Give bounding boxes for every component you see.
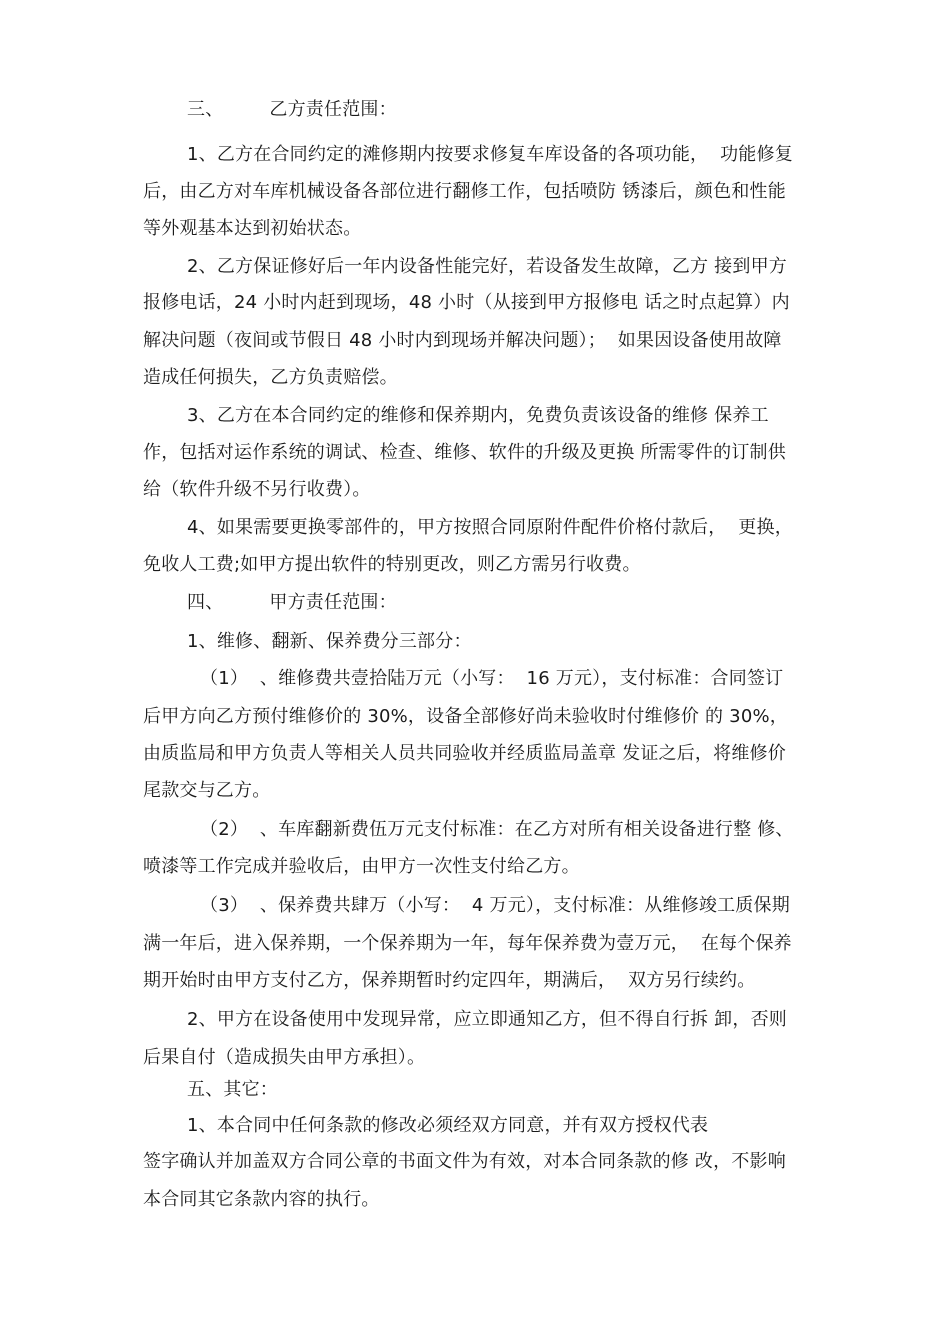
clause-5-1-line-2: 签字确认并加盖双方合同公章的书面文件为有效，对本合同条款的修 改，不影响 [143,1151,786,1172]
clause-4-1-a-line-2: 后甲方向乙方预付维修价的 30%，设备全部修好尚未验收时付维修价 的 30%， [143,706,788,727]
clause-3-1-line-2: 后，由乙方对车库机械设备各部位进行翻修工作，包括喷防 锈漆后，颜色和性能 [143,181,786,202]
clause-4-1-c-line-3: 期开始时由甲方支付乙方，保养期暂时约定四年，期满后， 双方另行续约。 [143,970,756,991]
clause-4-2-line-1: 2、甲方在设备使用中发现异常，应立即通知乙方，但不得自行拆 卸，否则 [187,1009,787,1030]
clause-4-1-b-line-1: （2） 、车库翻新费伍万元支付标准：在乙方对所有相关设备进行整 修、 [200,819,794,840]
clause-5-1-line-1: 1、本合同中任何条款的修改必须经双方同意，并有双方授权代表 [187,1115,709,1136]
clause-4-1: 1、维修、翻新、保养费分三部分： [187,631,472,652]
section-4-heading [187,591,397,615]
clause-3-3-line-3: 给（软件升级不另行收费）。 [143,479,371,500]
clause-3-3-line-1: 3、乙方在本合同约定的维修和保养期内，免费负责该设备的维修 保养工 [187,405,769,426]
clause-3-1-line-1: 1、乙方在合同约定的滩修期内按要求修复车库设备的各项功能， 功能修复 [187,144,793,165]
clause-4-1-b-line-2: 喷漆等工作完成并验收后，由甲方一次性支付给乙方。 [143,856,580,877]
section-4-title: 甲方责任范围： [269,592,397,613]
clause-4-1-a-line-3: 由质监局和甲方负责人等相关人员共同验收并经质监局盖章 发证之后，将维修价 [143,743,786,764]
section-5-heading: 五、其它： [187,1079,278,1100]
clause-3-2-line-4: 造成任何损失，乙方负责赔偿。 [143,367,398,388]
clause-3-4-line-2: 免收人工费;如甲方提出软件的特别更改，则乙方需另行收费。 [143,554,641,575]
clause-4-1-a-line-1: （1） 、维修费共壹拾陆万元（小写： 16 万元），支付标准：合同签订 [200,668,784,689]
clause-3-4-line-1: 4、如果需要更换零部件的，甲方按照合同原附件配件价格付款后， 更换， [187,517,793,538]
clause-3-2-line-2: 报修电话，24 小时内赶到现场，48 小时（从接到甲方报修电 话之时点起算）内 [143,292,790,313]
section-4-number: 四、 [187,592,224,613]
clause-3-1-line-3: 等外观基本达到初始状态。 [143,218,362,239]
section-3-number: 三、 [187,99,224,120]
clause-4-1-a-line-4: 尾款交与乙方。 [143,780,271,801]
section-3-title: 乙方责任范围： [269,99,397,120]
clause-4-1-c-line-1: （3） 、保养费共肆万（小写： 4 万元），支付标准：从维修竣工质保期 [200,895,790,916]
clause-4-1-c-line-2: 满一年后，进入保养期，一个保养期为一年，每年保养费为壹万元， 在每个保养 [143,933,792,954]
clause-3-2-line-3: 解决问题（夜间或节假日 48 小时内到现场并解决问题）； 如果因设备使用故障 [143,330,782,351]
clause-3-2-line-1: 2、乙方保证修好后一年内设备性能完好，若设备发生故障，乙方 接到甲方 [187,256,787,277]
clause-5-1-line-3: 本合同其它条款内容的执行。 [143,1189,380,1210]
clause-4-2-line-2: 后果自付（造成损失由甲方承担）。 [143,1047,426,1068]
clause-3-3-line-2: 作，包括对运作系统的调试、检查、维修、软件的升级及更换 所需零件的订制供 [143,442,786,463]
section-3-heading [187,98,397,122]
